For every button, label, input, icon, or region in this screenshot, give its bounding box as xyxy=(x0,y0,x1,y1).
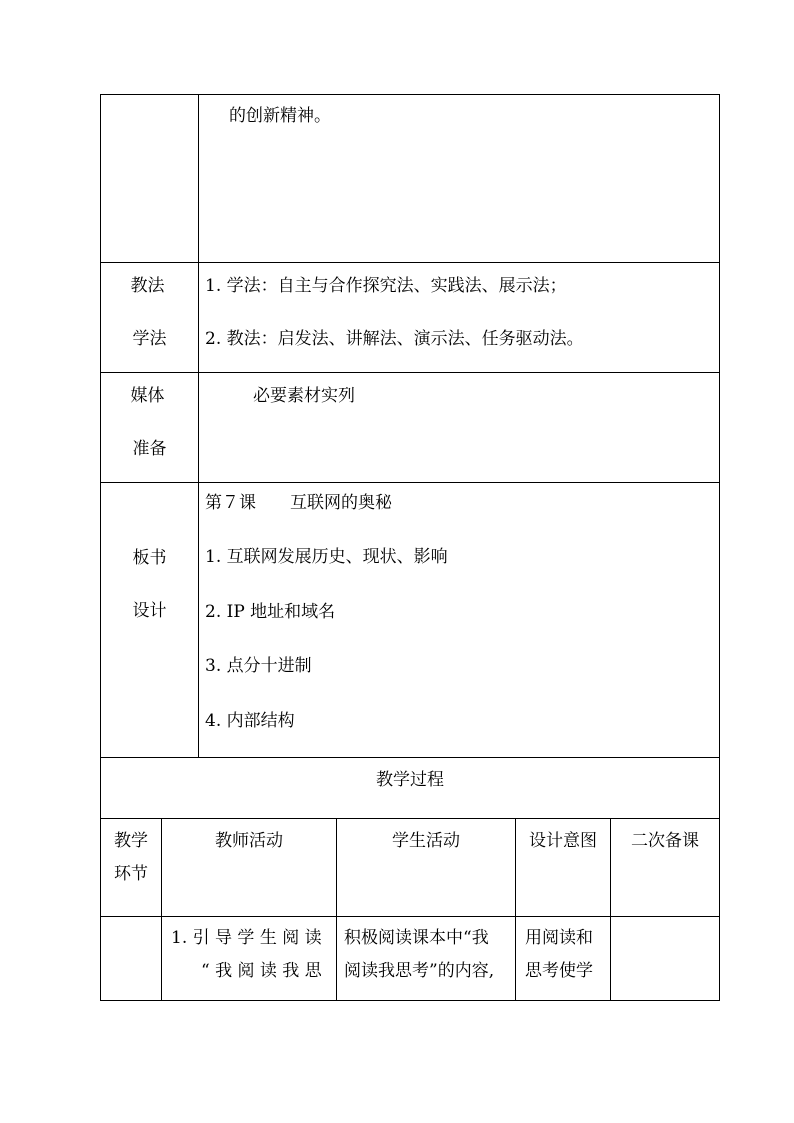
innovation-content-cell xyxy=(199,95,720,263)
col-notes-header xyxy=(611,819,720,917)
row-process-heading xyxy=(101,758,720,819)
board-title: 第７课 互联网的奥秘 xyxy=(205,493,392,513)
methods-item-1: 1. 学法：自主与合作探究法、实践法、展示法； xyxy=(205,276,567,296)
col-stage-line2: 环节 xyxy=(114,864,148,885)
first-step-student-line1: 积极阅读课本中“我 xyxy=(344,928,489,948)
row-media xyxy=(101,373,720,483)
col-stage-header xyxy=(101,819,162,917)
board-item-1: 1. 互联网发展历史、现状、影响 xyxy=(205,547,448,568)
board-label-cell xyxy=(101,483,199,758)
board-item-4: 4. 内部结构 xyxy=(205,710,295,731)
methods-label-cell xyxy=(101,263,199,373)
first-step-stage-cell xyxy=(101,917,162,1001)
col-student-header xyxy=(337,819,516,917)
col-notes-label: 二次备课 xyxy=(631,831,699,851)
board-item-3: 3. 点分十进制 xyxy=(205,656,312,677)
methods-label-line1: 教法 xyxy=(130,276,165,296)
col-teacher-header xyxy=(162,819,337,917)
process-heading: 教学过程 xyxy=(376,770,444,790)
media-label-cell xyxy=(101,373,199,483)
first-step-intent-cell xyxy=(516,917,611,1001)
col-teacher-label: 教师活动 xyxy=(215,831,283,851)
col-intent-label: 设计意图 xyxy=(529,831,597,851)
media-content-cell xyxy=(199,373,720,483)
process-heading-cell xyxy=(101,758,720,819)
innovation-label-cell xyxy=(101,95,199,263)
board-label-line1: 板书 xyxy=(132,548,167,568)
media-label-line2: 准备 xyxy=(132,439,167,460)
first-step-intent-line2: 思考使学 xyxy=(525,961,593,982)
row-innovation xyxy=(101,95,720,263)
row-methods xyxy=(101,263,720,373)
first-step-student-cell xyxy=(337,917,516,1001)
board-item-2: 2. IP 地址和域名 xyxy=(205,601,336,622)
first-step-teacher-cell xyxy=(162,917,337,1001)
row-column-headers xyxy=(101,819,720,917)
row-board xyxy=(101,483,720,758)
col-student-label: 学生活动 xyxy=(392,831,460,851)
col-intent-header xyxy=(516,819,611,917)
first-step-student-line2: 阅读我思考”的内容, xyxy=(344,961,495,982)
board-content-cell xyxy=(199,483,720,758)
first-step-teacher-line2: “ 我 阅 读 我 思 xyxy=(201,961,322,982)
methods-item-2: 2. 教法：启发法、讲解法、演示法、任务驱动法。 xyxy=(205,329,584,350)
methods-label-line2: 学法 xyxy=(132,329,167,350)
first-step-teacher-line1: 1. 引 导 学 生 阅 读 xyxy=(171,928,322,948)
col-stage-line1: 教学 xyxy=(114,831,148,851)
lesson-plan-table xyxy=(100,94,720,1001)
media-text: 必要素材实列 xyxy=(253,386,355,406)
first-step-notes-cell xyxy=(611,917,720,1001)
media-label-line1: 媒体 xyxy=(130,386,165,406)
board-label-line2: 设计 xyxy=(132,601,167,622)
row-first-step xyxy=(101,917,720,1001)
methods-content-cell xyxy=(199,263,720,373)
innovation-text: 的创新精神。 xyxy=(229,106,331,126)
first-step-intent-line1: 用阅读和 xyxy=(525,928,593,948)
